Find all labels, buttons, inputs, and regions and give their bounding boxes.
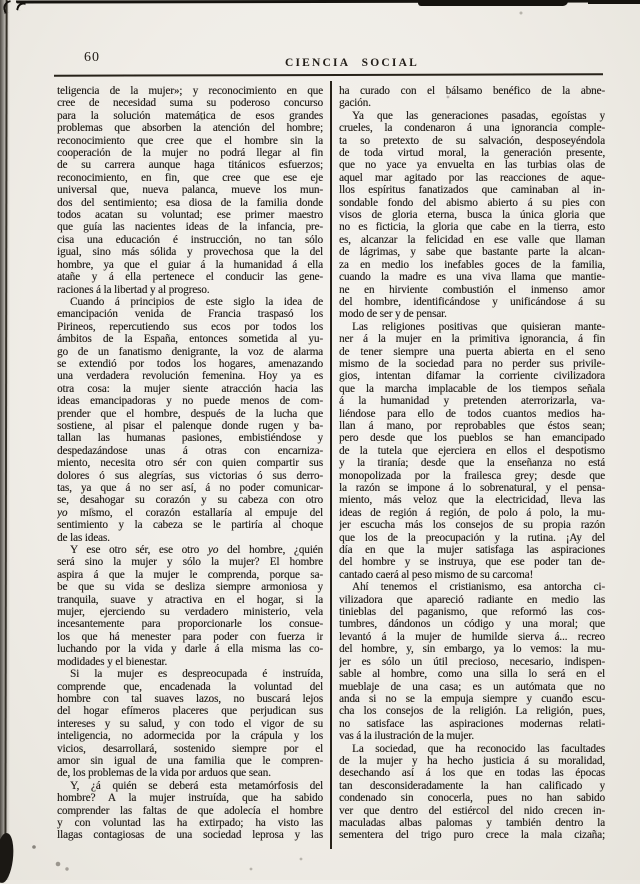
text-line: hombre? A la mujer instruída, que ha sabido (57, 792, 323, 805)
journal-title: CIENCIA SOCIAL (285, 57, 419, 69)
text-line: la razón se impone á lo sobrenatural, y el pensa- (339, 482, 605, 494)
text-line: y con voluntad las ha extirpado; ha visto las (57, 816, 323, 829)
text-line: cuando la madre es una viva llama que mantie- (339, 271, 605, 284)
text-line: modidades y el bienestar. (57, 655, 168, 668)
text-line: vilizadora que apareció radiante en medio las (339, 593, 605, 606)
text-line: mismo de la sociedad para no perder sus privile- (339, 357, 605, 370)
text-line: los que há menester para poder con fuerza ir (57, 630, 323, 643)
text-line: be que su vida se desliza siempre armoniosa y (57, 581, 323, 594)
text-line: Las religiones positivas que quisieran mante- (352, 320, 605, 333)
text-line: será sino la mujer y sólo la mujer? El hombre (57, 556, 323, 569)
text-line: de su carrera aunque haga titánicos esfuerzos; (57, 159, 323, 172)
paragraph (57, 296, 323, 544)
text-line: sostiene, al pisar el palenque donde rugen y ba- (57, 419, 323, 432)
text-line: no es ficticia, la gloria que cabe en la tierra, esto (339, 221, 605, 234)
scan-artifact-bottom-blob (0, 832, 16, 884)
paragraph (57, 544, 323, 668)
text-line: pero desde que los pueblos se han emancipado (339, 432, 605, 445)
paragraph (339, 321, 605, 582)
text-line: del hogar efímeros placeres que perjudican sus (57, 705, 323, 718)
text-line: de tener siempre una puerta abierta en el seno (339, 345, 605, 358)
text-line: atañe y á ella pertenece el conducir las gene- (57, 271, 323, 284)
text-line: de la tutela que ejerciera en ellos el despotismo (339, 444, 605, 457)
text-line: se, desahogar su corazón y su cabeza con otro (57, 494, 323, 507)
text-line: sondable fondo del abismo abierto á su pies con (339, 196, 605, 209)
text-line: ámbitos de la España, entonces sometida al yu- (57, 333, 323, 346)
text-line: visos de gloria eterna, busca la única gloria que (339, 209, 605, 222)
text-line: llagas contagiosas de una sociedad leprosa y las (57, 829, 323, 842)
text-line: condenado sin conocerla, pues no han sabido (339, 792, 605, 805)
text-line: hombre con tal suaves lazos, no buscará lejos (57, 692, 323, 705)
text-line: cisa una educación é instrucción, no tan sólo (57, 233, 323, 246)
scan-artifact-top-edge-thick (418, 0, 568, 6)
text-line: comprende que, encadenada la voluntad del (57, 680, 323, 693)
text-line: ideas de región á región, de polo á polo, la mu- (339, 506, 605, 519)
text-line: jer es sólo un útil precioso, necesario, indispen- (339, 655, 605, 668)
text-line: modo de ser y de pensar. (339, 308, 447, 321)
text-line: La sociedad, que ha reconocido las facultades (352, 742, 605, 755)
text-line: para la solución matemática de esos grandes (57, 109, 323, 122)
text-line: anda si no se la empuja siempre y cuando escu- (339, 692, 605, 705)
text-line: teligencia de la mujer»; y reconocimiento en que (57, 85, 323, 97)
text-line: otra cosa: la mujer siente atracción hacia las (57, 382, 323, 395)
text-line: miento, necesita otro sér con quien compartir sus (57, 457, 323, 470)
text-line: Y ese otro sér, ese otro yo del hombre, ¿quién (70, 544, 323, 557)
text-line: igual, sino más sólida y provechosa que la del (57, 246, 323, 259)
scan-artifact-specks (0, 0, 2, 2)
text-line: luchando por la vida y darle á ella misma las co- (57, 643, 323, 656)
text-line: del hombre y se instruya, que ese poder tan de- (339, 556, 605, 569)
text-line: de lágrimas, y sabe que bastante parte la alcan- (339, 246, 605, 259)
text-line: sable al hombre, como una silla lo será en el (339, 668, 605, 681)
text-line: tallan las humanas pasiones, embistiéndose y (57, 432, 323, 445)
text-line: que no yace ya envuelta en las turbias olas de (339, 159, 605, 172)
text-line: prender que el hombre, después de la lucha que (57, 407, 323, 420)
text-line: y la tiranía; desde que la enseñanza no está (339, 457, 605, 470)
text-line: despedazándose unas á otras con encarniza- (57, 444, 323, 457)
text-column-right (339, 85, 605, 842)
text-line: jer escucha más los consejos de su propia razón (339, 519, 605, 532)
text-line: tan desconsideradamente la han calificado y (339, 779, 605, 792)
text-line: maculadas albas palomas y también dentro la (339, 816, 605, 829)
text-line: del hombre, y, sin embargo, ya lo vemos: la mu- (339, 643, 605, 656)
text-line: día en que la mujer satisfaga las aspiraciones (339, 544, 605, 557)
text-line: raciones á la libertad y al progreso. (57, 283, 210, 296)
paragraph (339, 581, 605, 742)
text-line: gios, intentan difamar la corriente civilizadora (339, 370, 605, 383)
text-line: amor sin igual de una familia que le compren- (57, 754, 323, 767)
text-line: emancipación venida de Francia traspasó los (57, 308, 323, 321)
scan-artifact-top-right (588, 0, 640, 4)
paragraph (339, 85, 605, 110)
text-line: liéndose para ello de todos cuantos medios ha- (339, 407, 605, 420)
paragraph (57, 85, 323, 296)
text-line: vicios, desarrollará, sostenido siempre por el (57, 742, 323, 755)
text-line: de las ideas. (57, 531, 110, 544)
text-line: Ya que las generaciones pasadas, egoístas y (352, 109, 605, 122)
text-line: que los de la preocupación y la rutina. ¡Ay del (339, 531, 605, 544)
text-line: reconocimiento, en fin, que cree que ese eje (57, 171, 323, 184)
text-line: hombre, ya que el guiar á la humanidad á ella (57, 258, 323, 271)
text-line: crueles, la condenaron á una ignorancia comple- (339, 122, 605, 135)
text-line: todos acatan su voluntad; ese primer maestro (57, 209, 323, 222)
paragraph (339, 743, 605, 842)
text-line: levantó á la mujer de humilde sierva á... recreo (339, 630, 605, 643)
text-line: se extendió por todos los hogares, amenazando (57, 357, 323, 370)
text-line: gación. (339, 97, 371, 110)
text-line: no satisface las aspiraciones modernas relati- (339, 717, 605, 730)
text-line: de, los problemas de la vida por arduos que sean. (57, 767, 271, 780)
text-line: cree de necesidad suma su poderoso concurso (57, 97, 323, 110)
text-line: tas, ya que á no ser así, á no poder comunicar- (57, 482, 323, 494)
header-rule (54, 73, 603, 76)
text-line: cooperación de la mujer no podrá llegar al fin (57, 147, 323, 160)
text-line: ideas emancipadoras y no puede menos de com- (57, 395, 323, 408)
text-line: mujer, ejerciendo su verdadero ministerio, vela (57, 606, 323, 619)
text-line: za en medio los inefables goces de la familia, (339, 258, 605, 271)
text-line: ver que dentro del estiércol del nido crecen in- (339, 804, 605, 817)
text-line: de toda virtud moral, la generación presente, (339, 147, 605, 160)
paragraph (57, 668, 323, 780)
text-line: tranquila, suave y atractiva en el hogar, si la (57, 593, 323, 606)
text-line: de la mujer y ha hecho justicia á su moralidad, (339, 754, 605, 767)
text-line: á la humanidad y pretenden aterrorizarla, va- (339, 395, 605, 408)
text-line: desechando así á los que en todas las épocas (339, 767, 605, 780)
text-line: problemas que absorben la atención del hombre; (57, 122, 323, 135)
text-line: sementera del trigo puro crece la mala cizaña; (339, 829, 605, 842)
text-line: Si la mujer es despreocupada é instruída, (70, 668, 323, 681)
text-line: go de un fanatismo denigrante, la voz de alarma (57, 345, 323, 358)
text-line: yo mismo, el corazón estallaría al empuje del (57, 506, 323, 519)
paragraph (57, 780, 323, 842)
text-line: es, alcanzar la felicidad en ese valle que llaman (339, 233, 605, 246)
text-line: intereses y su salud, y con todo el vigor de su (57, 717, 323, 730)
text-line: aquel mar agitado por las reacciones de aque- (339, 171, 605, 184)
text-line: dos del sentimiento; esa diosa de la familia donde (57, 196, 323, 209)
text-line: cha los consejos de la religión. La religión, pues, (339, 705, 605, 718)
text-line: reconocimiento que cree que el hombre sin la (57, 134, 323, 147)
text-line: tumbres, dándonos un código y una moral; que (339, 618, 605, 631)
text-line: cantado caerá al peso mismo de su carcoma! (339, 568, 534, 581)
column-divider-rule (330, 81, 332, 849)
text-line: miento, más veloz que la electricidad, lleva las (339, 494, 605, 507)
text-line: universal que, nueva palanca, mueve los mun- (57, 184, 323, 197)
text-line: mueblaje de una casa; es un autómata que no (339, 680, 605, 693)
text-line: que la marcha implacable de los tiempos señala (339, 382, 605, 395)
text-line: sentimiento y la cabeza se le partiría al choque (57, 519, 323, 532)
text-line: aspira á que la mujer le comprenda, porque sa- (57, 568, 323, 581)
text-line: llan á mano, por reprobables que éstos sean; (339, 419, 605, 432)
text-line: Cuando á principios de este siglo la idea de (70, 295, 323, 308)
text-line: ne en hirviente combustión el inmenso amor (339, 283, 605, 296)
text-column-left (57, 85, 323, 842)
text-line: ha curado con el bálsamo benéfico de la abne- (339, 85, 605, 97)
page-number: 60 (84, 50, 100, 65)
text-line: Y, ¿á quién se deberá esta metamórfosis del (70, 779, 323, 792)
text-line: incesantemente para proporcionarle los consue- (57, 618, 323, 631)
text-line: una verdadera revolución femenina. Hoy ya es (57, 370, 323, 383)
text-line: ta so pretexto de su salvación, desposeyéndola (339, 134, 605, 147)
text-line: Pirineos, repercutiendo sus ecos por todos los (57, 320, 323, 333)
text-line: inteligencia, no adormecida por la crápula y los (57, 730, 323, 743)
paragraph (339, 110, 605, 321)
text-line: monopolizada por la frailesca grey; desde que (339, 469, 605, 482)
text-line: Ahí tenemos el cristianismo, esa antorcha ci- (352, 581, 605, 594)
text-line: que guía las nacientes ideas de la infancia, pre- (57, 221, 323, 234)
text-line: vas á la ilustración de la mujer. (339, 730, 474, 743)
text-line: dolores ó sus alegrías, sus victorias ó sus derro- (57, 469, 323, 482)
text-line: del hombre, identificándose y unificándose á su (339, 295, 605, 308)
text-line: tinieblas del paganismo, que reformó las cos- (339, 606, 605, 619)
text-line: ner á la mujer en la primitiva ignorancia, á fin (339, 333, 605, 346)
text-line: comprender las faltas de que adolecía el hombre (57, 804, 323, 817)
text-line: llos espíritus fanatizados que caminaban al in- (339, 184, 605, 197)
